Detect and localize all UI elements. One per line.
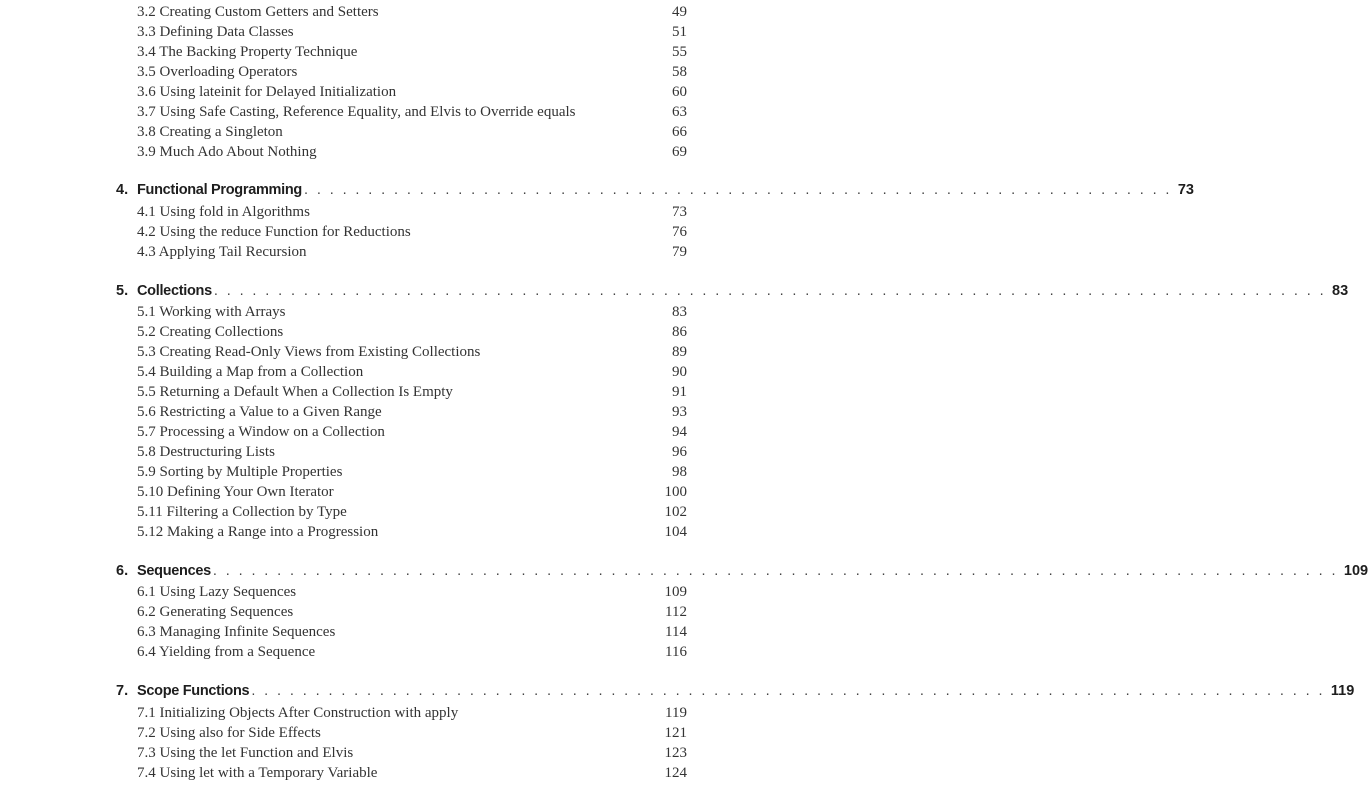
- entry-page: 73: [672, 204, 687, 220]
- chapter-number: 6.: [116, 563, 129, 579]
- entry-title: 4.2 Using the reduce Function for Reductions: [137, 224, 411, 240]
- entry-page: 58: [672, 64, 687, 80]
- entry-page: 55: [672, 44, 687, 60]
- toc-entry: [137, 622, 687, 642]
- entry-page: 121: [664, 725, 687, 741]
- toc-entry: [137, 422, 687, 442]
- leader-dots: . . . . . . . . . . . . . . . . . . . . . . . . . . . . . . . . . . . . . . . . . . . . . . . . . . . . . . . . . . . . . . . . . . . . . . . . . . . . . . . . . . . . . . . .: [212, 563, 1338, 579]
- toc-entry: [137, 402, 687, 422]
- toc-entry: [137, 522, 687, 542]
- toc-entry: [137, 642, 687, 662]
- chapter-page: 109: [1343, 563, 1368, 579]
- toc-entry: [137, 462, 687, 482]
- entry-page: 116: [665, 644, 687, 660]
- chapter-page: 83: [1332, 283, 1349, 299]
- toc-entry: [137, 482, 687, 502]
- entry-page: 104: [664, 524, 687, 540]
- leader-dots: . . . . . . . . . . . . . . . . . . . . . . . . . . . . . . . . . . . . . . . . . . . . . . . . . . . . . . . . . . . . . . . . . . . . . . . . . . . . . . . . . . . .: [251, 683, 1325, 699]
- entry-page: 112: [665, 604, 687, 620]
- toc-entry: [137, 142, 687, 162]
- entry-page: 109: [664, 584, 687, 600]
- toc-entry: [137, 82, 687, 102]
- entry-title: 3.3 Defining Data Classes: [137, 24, 294, 40]
- chapter-heading: [116, 179, 1194, 201]
- entry-title: 5.7 Processing a Window on a Collection: [137, 424, 385, 440]
- toc-entry: [137, 362, 687, 382]
- entry-title: 5.5 Returning a Default When a Collection Is Empty: [137, 384, 453, 400]
- toc-entry: [137, 382, 687, 402]
- entry-page: 96: [672, 444, 687, 460]
- entry-title: 3.4 The Backing Property Technique: [137, 44, 358, 60]
- chapter-page: 119: [1330, 683, 1355, 699]
- entry-title: 5.12 Making a Range into a Progression: [137, 524, 379, 540]
- toc-entry: [137, 222, 687, 242]
- leader-dots: . . . . . . . . . . . . . . . . . . . . . . . . . . . . . . . . . . . . . . . . . . . . . . . . . . . . . . . . . . . . . . . . . . . .: [304, 182, 1172, 198]
- entry-title: 5.8 Destructuring Lists: [137, 444, 275, 460]
- toc-entry: [137, 723, 687, 743]
- entry-title: 3.2 Creating Custom Getters and Setters: [137, 4, 379, 20]
- toc-entry: [137, 302, 687, 322]
- entry-title: 5.4 Building a Map from a Collection: [137, 364, 364, 380]
- entry-title: 6.3 Managing Infinite Sequences: [137, 624, 336, 640]
- toc-entry: [137, 2, 687, 22]
- chapter-heading: [116, 560, 1368, 582]
- entry-title: 5.9 Sorting by Multiple Properties: [137, 464, 343, 480]
- entry-title: 7.4 Using let with a Temporary Variable: [137, 765, 378, 781]
- chapter-page: 73: [1177, 182, 1194, 198]
- toc-entry: [137, 442, 687, 462]
- toc-entry: [137, 62, 687, 82]
- chapter-heading: [116, 680, 1355, 702]
- chapter-number: 4.: [116, 182, 129, 198]
- entry-title: 3.6 Using lateinit for Delayed Initialization: [137, 84, 397, 100]
- entry-title: 3.9 Much Ado About Nothing: [137, 144, 317, 160]
- toc-entry: [137, 582, 687, 602]
- toc-entry: [137, 763, 687, 783]
- entry-title: 7.2 Using also for Side Effects: [137, 725, 321, 741]
- entry-page: 51: [672, 24, 687, 40]
- chapter-number: 5.: [116, 283, 129, 299]
- toc-entry: [137, 743, 687, 763]
- entry-page: 63: [672, 104, 687, 120]
- entry-title: 5.10 Defining Your Own Iterator: [137, 484, 334, 500]
- toc-entry: [137, 602, 687, 622]
- entry-title: 6.2 Generating Sequences: [137, 604, 294, 620]
- entry-title: 5.2 Creating Collections: [137, 324, 284, 340]
- entry-page: 60: [672, 84, 687, 100]
- chapter-title: Scope Functions: [137, 683, 250, 699]
- entry-title: 5.1 Working with Arrays: [137, 304, 286, 320]
- entry-title: 3.5 Overloading Operators: [137, 64, 298, 80]
- toc-entry: [137, 122, 687, 142]
- toc-entry: [137, 703, 687, 723]
- entry-page: 79: [672, 244, 687, 260]
- entry-page: 86: [672, 324, 687, 340]
- entry-page: 91: [672, 384, 687, 400]
- chapter-number: 7.: [116, 683, 129, 699]
- entry-page: 114: [665, 624, 687, 640]
- entry-title: 6.1 Using Lazy Sequences: [137, 584, 297, 600]
- entry-page: 83: [672, 304, 687, 320]
- entry-page: 98: [672, 464, 687, 480]
- entry-page: 69: [672, 144, 687, 160]
- toc-entry: [137, 322, 687, 342]
- toc-entry: [137, 22, 687, 42]
- chapter-title: Sequences: [137, 563, 211, 579]
- toc-entry: [137, 202, 687, 222]
- entry-title: 4.1 Using fold in Algorithms: [137, 204, 310, 220]
- entry-title: 7.1 Initializing Objects After Construction with apply: [137, 705, 459, 721]
- entry-title: 7.3 Using the let Function and Elvis: [137, 745, 354, 761]
- entry-title: 6.4 Yielding from a Sequence: [137, 644, 316, 660]
- chapter-heading: [116, 280, 1349, 302]
- chapter-title: Collections: [137, 283, 212, 299]
- toc-entry: [137, 502, 687, 522]
- entry-page: 49: [672, 4, 687, 20]
- leader-dots: . . . . . . . . . . . . . . . . . . . . . . . . . . . . . . . . . . . . . . . . . . . . . . . . . . . . . . . . . . . . . . . . . . . . . . . . . . . . . . . . . . . . . . .: [213, 283, 1326, 299]
- entry-page: 93: [672, 404, 687, 420]
- chapter-title: Functional Programming: [137, 182, 302, 198]
- entry-page: 94: [672, 424, 687, 440]
- toc-entry: [137, 342, 687, 362]
- entry-page: 66: [672, 124, 687, 140]
- entry-title: 3.8 Creating a Singleton: [137, 124, 283, 140]
- entry-title: 5.11 Filtering a Collection by Type: [137, 504, 347, 520]
- toc-entry: [137, 42, 687, 62]
- entry-title: 3.7 Using Safe Casting, Reference Equality, and Elvis to Override equals: [137, 104, 576, 120]
- entry-title: 5.3 Creating Read-Only Views from Existing Collections: [137, 344, 481, 360]
- entry-page: 102: [664, 504, 687, 520]
- entry-page: 89: [672, 344, 687, 360]
- toc-entry: [137, 102, 687, 122]
- entry-page: 100: [664, 484, 687, 500]
- toc-entry: [137, 242, 687, 262]
- entry-page: 119: [665, 705, 687, 721]
- entry-title: 5.6 Restricting a Value to a Given Range: [137, 404, 382, 420]
- entry-page: 124: [664, 765, 687, 781]
- entry-page: 76: [672, 224, 687, 240]
- entry-page: 90: [672, 364, 687, 380]
- entry-title: 4.3 Applying Tail Recursion: [137, 244, 307, 260]
- entry-page: 123: [664, 745, 687, 761]
